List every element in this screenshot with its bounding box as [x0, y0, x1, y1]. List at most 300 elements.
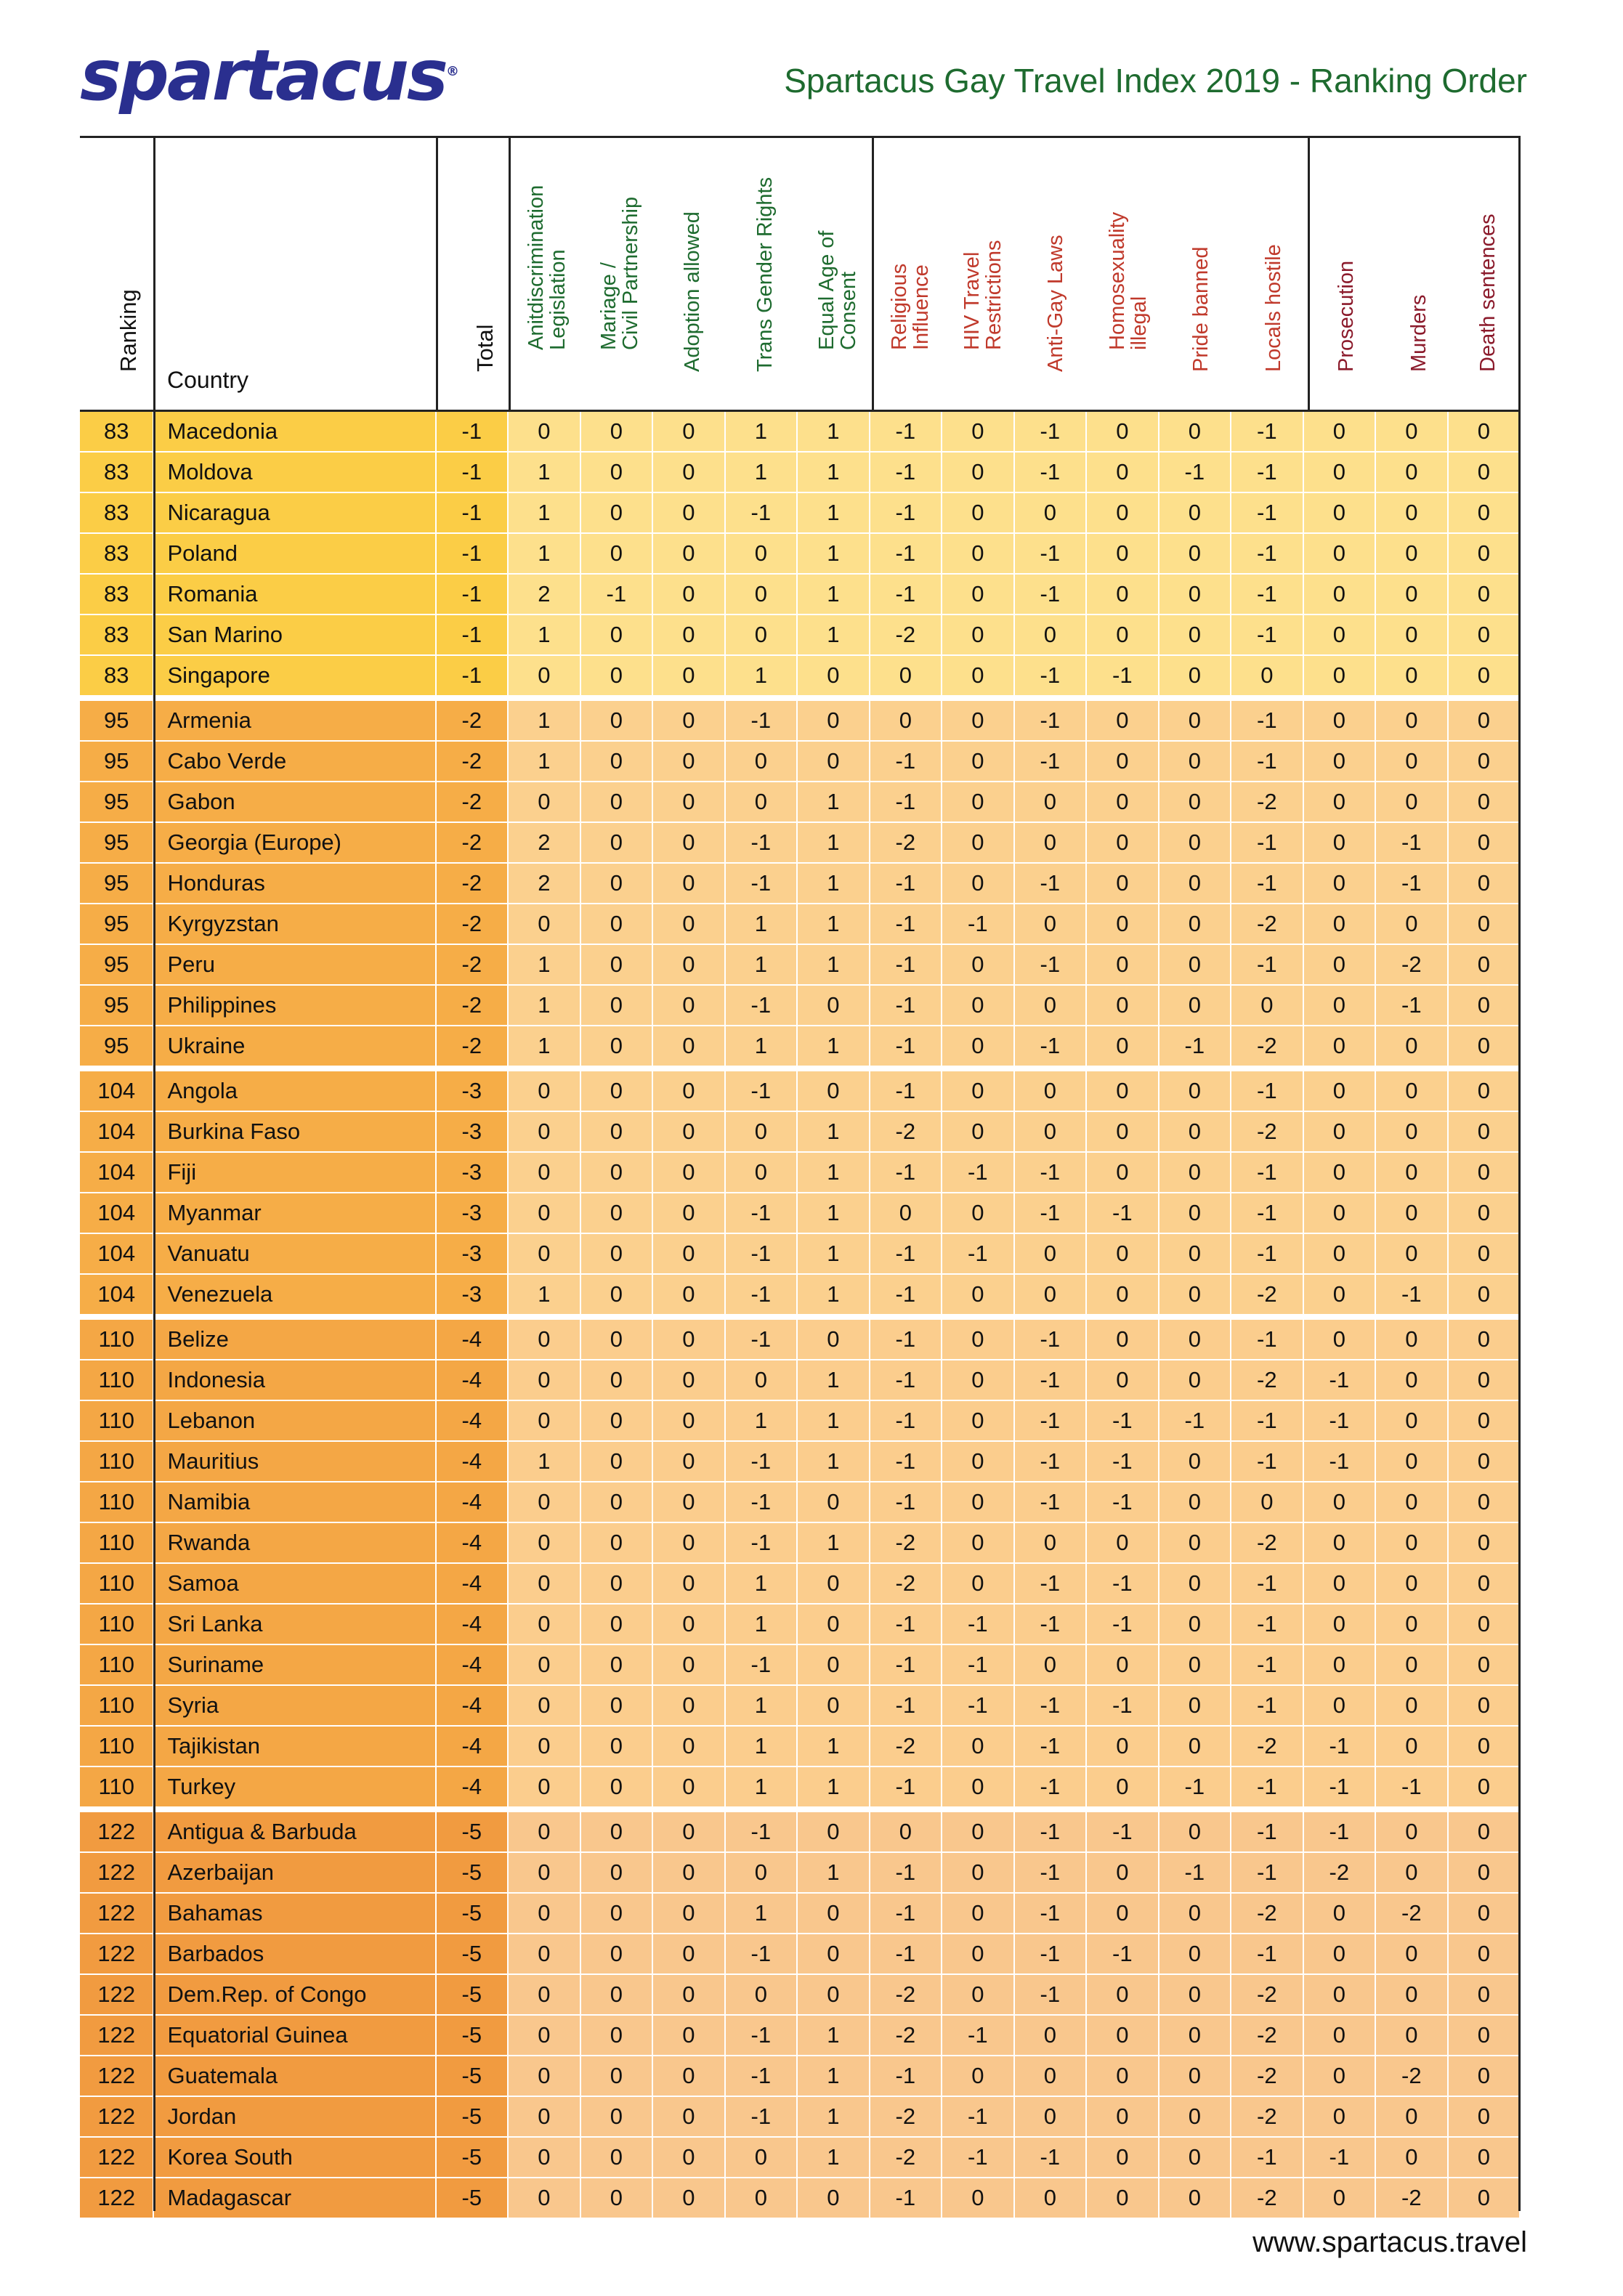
score-cell: 0: [1087, 782, 1159, 823]
total-cell: -2: [437, 1026, 509, 1067]
score-cell: 0: [509, 412, 581, 453]
score-cell: 0: [942, 782, 1015, 823]
score-cell: 1: [726, 945, 798, 986]
score-cell: 0: [1087, 493, 1159, 534]
score-cell: 0: [798, 1686, 870, 1727]
score-cell: -1: [870, 1360, 943, 1401]
score-cell: 0: [1376, 1153, 1449, 1193]
score-cell: 0: [1015, 1234, 1088, 1275]
total-cell: -1: [437, 656, 509, 697]
score-cell: 0: [1449, 864, 1521, 904]
rank-cell: 110: [80, 1482, 154, 1523]
score-cell: 0: [1159, 742, 1232, 782]
score-cell: -1: [1231, 701, 1304, 742]
score-cell: 0: [509, 782, 581, 823]
score-cell: 1: [726, 1026, 798, 1067]
score-cell: 0: [581, 453, 654, 493]
score-cell: 1: [798, 1442, 870, 1482]
score-cell: 0: [942, 1112, 1015, 1153]
score-cell: 0: [1449, 534, 1521, 575]
table-row: [80, 742, 1521, 782]
score-cell: 1: [726, 1767, 798, 1808]
score-cell: 0: [1087, 412, 1159, 453]
score-cell: 0: [1304, 2056, 1377, 2097]
score-cell: -1: [870, 412, 943, 453]
table-row: [80, 1360, 1521, 1401]
score-cell: 0: [1087, 1275, 1159, 1315]
score-cell: 0: [942, 1360, 1015, 1401]
table-row: [80, 1975, 1521, 2016]
score-cell: 0: [581, 823, 654, 864]
score-cell: -1: [870, 493, 943, 534]
table-row: [80, 1482, 1521, 1523]
score-cell: 0: [653, 1564, 726, 1605]
country-cell: Ukraine: [154, 1026, 436, 1067]
score-cell: 0: [653, 1071, 726, 1112]
score-cell: -1: [1231, 742, 1304, 782]
header-murders: Murders: [1407, 294, 1430, 372]
score-cell: 0: [1449, 1686, 1521, 1727]
total-cell: -3: [437, 1275, 509, 1315]
score-cell: 1: [798, 945, 870, 986]
score-cell: -1: [1015, 1975, 1088, 2016]
score-cell: 0: [581, 2178, 654, 2219]
score-cell: 0: [726, 575, 798, 615]
country-cell: Turkey: [154, 1767, 436, 1808]
score-cell: 0: [1159, 1071, 1232, 1112]
score-cell: 0: [1449, 575, 1521, 615]
score-cell: 0: [653, 701, 726, 742]
table-row: [80, 823, 1521, 864]
score-cell: -1: [1015, 1605, 1088, 1645]
score-cell: 0: [1304, 1975, 1377, 2016]
score-cell: 0: [1376, 1564, 1449, 1605]
score-cell: 0: [798, 1071, 870, 1112]
country-cell: Singapore: [154, 656, 436, 697]
footer-url[interactable]: www.spartacus.travel: [1252, 2226, 1527, 2258]
score-cell: 0: [1159, 986, 1232, 1026]
score-cell: 0: [581, 1320, 654, 1360]
table-row: [80, 1153, 1521, 1193]
score-cell: -1: [1304, 1360, 1377, 1401]
score-cell: 0: [1449, 1934, 1521, 1975]
score-cell: -1: [1087, 1482, 1159, 1523]
score-cell: 0: [509, 1234, 581, 1275]
spartacus-logo: spartacus®: [80, 35, 460, 116]
score-cell: 1: [798, 1193, 870, 1234]
score-cell: 0: [653, 2016, 726, 2056]
score-cell: 1: [798, 782, 870, 823]
score-cell: 0: [581, 1975, 654, 2016]
score-cell: 0: [1376, 2097, 1449, 2138]
score-cell: -2: [870, 1727, 943, 1767]
country-cell: Guatemala: [154, 2056, 436, 2097]
score-cell: -1: [726, 1482, 798, 1523]
score-cell: 0: [581, 493, 654, 534]
score-cell: -1: [1159, 1401, 1232, 1442]
score-cell: 1: [798, 1853, 870, 1894]
total-cell: -2: [437, 986, 509, 1026]
score-cell: -1: [1087, 1442, 1159, 1482]
score-cell: 0: [1087, 823, 1159, 864]
score-cell: 0: [1376, 1320, 1449, 1360]
score-cell: 1: [798, 453, 870, 493]
score-cell: 0: [1304, 742, 1377, 782]
table-row: [80, 782, 1521, 823]
rank-cell: 83: [80, 615, 154, 656]
score-cell: 0: [653, 412, 726, 453]
score-cell: 1: [798, 1727, 870, 1767]
score-cell: 0: [798, 1320, 870, 1360]
score-cell: -1: [870, 1605, 943, 1645]
score-cell: 1: [798, 575, 870, 615]
score-cell: -1: [870, 1071, 943, 1112]
score-cell: 0: [1304, 1275, 1377, 1315]
score-cell: -1: [1015, 1686, 1088, 1727]
score-cell: 0: [1087, 2016, 1159, 2056]
score-cell: -1: [942, 1153, 1015, 1193]
rank-cell: 95: [80, 986, 154, 1026]
score-cell: 0: [1304, 1193, 1377, 1234]
score-cell: -1: [942, 1686, 1015, 1727]
score-cell: 0: [942, 823, 1015, 864]
score-cell: 0: [798, 742, 870, 782]
total-cell: -1: [437, 615, 509, 656]
score-cell: 0: [798, 656, 870, 697]
score-cell: -1: [870, 2056, 943, 2097]
table-row: [80, 1934, 1521, 1975]
rank-group: [80, 701, 1521, 1067]
rank-cell: 122: [80, 2138, 154, 2178]
score-cell: 0: [1304, 412, 1377, 453]
score-cell: 0: [581, 1193, 654, 1234]
score-cell: -2: [1231, 1727, 1304, 1767]
score-cell: 0: [581, 1112, 654, 1153]
score-cell: 0: [1087, 864, 1159, 904]
score-cell: 0: [581, 701, 654, 742]
rank-group: [80, 1812, 1521, 2219]
score-cell: 0: [581, 1812, 654, 1853]
score-cell: 1: [798, 1275, 870, 1315]
score-cell: 0: [798, 1605, 870, 1645]
score-cell: 0: [1015, 1112, 1088, 1153]
total-cell: -2: [437, 701, 509, 742]
score-cell: -1: [1015, 1320, 1088, 1360]
header-ranking: Ranking: [115, 289, 141, 372]
score-cell: 0: [1449, 1112, 1521, 1153]
country-cell: Venezuela: [154, 1275, 436, 1315]
page-title: Spartacus Gay Travel Index 2019 - Ranking Order: [784, 62, 1527, 100]
score-cell: 0: [870, 1193, 943, 1234]
score-cell: -1: [942, 2097, 1015, 2138]
score-cell: 0: [1015, 823, 1088, 864]
header-religious: Religious Influence: [888, 263, 933, 350]
score-cell: -2: [870, 615, 943, 656]
total-cell: -4: [437, 1564, 509, 1605]
country-cell: Rwanda: [154, 1523, 436, 1564]
table-row: [80, 656, 1521, 697]
score-cell: 0: [581, 615, 654, 656]
score-cell: 0: [1449, 782, 1521, 823]
divider: [872, 136, 874, 410]
score-cell: -1: [1087, 1686, 1159, 1727]
score-cell: 0: [1159, 2097, 1232, 2138]
score-cell: -1: [1231, 1853, 1304, 1894]
score-cell: 0: [1087, 2178, 1159, 2219]
total-cell: -4: [437, 1645, 509, 1686]
score-cell: 1: [798, 1112, 870, 1153]
score-cell: 0: [942, 742, 1015, 782]
score-cell: -1: [1015, 1026, 1088, 1067]
score-cell: 0: [653, 864, 726, 904]
score-cell: 0: [1449, 1442, 1521, 1482]
score-cell: -1: [1015, 2138, 1088, 2178]
score-cell: 0: [1449, 1026, 1521, 1067]
score-cell: -1: [870, 2178, 943, 2219]
country-cell: Suriname: [154, 1645, 436, 1686]
score-cell: 0: [1015, 1071, 1088, 1112]
rank-cell: 110: [80, 1442, 154, 1482]
score-cell: 0: [509, 1812, 581, 1853]
score-cell: 0: [798, 1894, 870, 1934]
table-row: [80, 1442, 1521, 1482]
score-cell: 0: [653, 2097, 726, 2138]
score-cell: 1: [726, 1894, 798, 1934]
score-cell: -1: [942, 2016, 1015, 2056]
score-cell: -1: [870, 904, 943, 945]
score-cell: 0: [509, 2097, 581, 2138]
score-cell: -1: [1015, 864, 1088, 904]
score-cell: -1: [870, 1026, 943, 1067]
score-cell: 0: [581, 1894, 654, 1934]
score-cell: 0: [942, 1442, 1015, 1482]
country-cell: Myanmar: [154, 1193, 436, 1234]
score-cell: 1: [509, 493, 581, 534]
score-cell: 0: [1304, 1320, 1377, 1360]
score-cell: -1: [1231, 1320, 1304, 1360]
score-cell: 0: [1449, 1853, 1521, 1894]
score-cell: 0: [1376, 1727, 1449, 1767]
rank-cell: 95: [80, 864, 154, 904]
rank-cell: 95: [80, 823, 154, 864]
table-row: [80, 1767, 1521, 1808]
score-cell: -2: [870, 1523, 943, 1564]
score-cell: 0: [581, 1767, 654, 1808]
score-cell: 0: [1159, 701, 1232, 742]
score-cell: 1: [726, 1686, 798, 1727]
header-prosecution: Prosecution: [1335, 260, 1358, 372]
score-cell: -2: [1231, 904, 1304, 945]
score-cell: -1: [1159, 1853, 1232, 1894]
score-cell: 0: [581, 1482, 654, 1523]
score-cell: -1: [1376, 864, 1449, 904]
score-cell: 0: [653, 1275, 726, 1315]
score-cell: 0: [1449, 2016, 1521, 2056]
score-cell: -1: [1159, 453, 1232, 493]
score-cell: 0: [1087, 2097, 1159, 2138]
total-cell: -5: [437, 2138, 509, 2178]
score-cell: -1: [726, 823, 798, 864]
score-cell: 0: [726, 534, 798, 575]
score-cell: -1: [726, 1442, 798, 1482]
score-cell: -1: [1231, 534, 1304, 575]
score-cell: -2: [1231, 2056, 1304, 2097]
table-row: [80, 493, 1521, 534]
score-cell: 0: [1087, 701, 1159, 742]
rank-cell: 104: [80, 1193, 154, 1234]
score-cell: 1: [726, 1605, 798, 1645]
score-cell: -1: [1231, 453, 1304, 493]
score-cell: 0: [1159, 1320, 1232, 1360]
score-cell: 0: [1304, 1112, 1377, 1153]
score-cell: -1: [726, 1523, 798, 1564]
score-cell: 0: [581, 1401, 654, 1442]
header-trans-gender: Trans Gender Rights: [753, 177, 777, 372]
score-cell: 1: [509, 615, 581, 656]
score-cell: 1: [798, 904, 870, 945]
score-cell: 0: [726, 615, 798, 656]
score-cell: 0: [653, 1320, 726, 1360]
score-cell: 0: [1449, 904, 1521, 945]
score-cell: 0: [1449, 1071, 1521, 1112]
country-cell: Honduras: [154, 864, 436, 904]
score-cell: 0: [942, 615, 1015, 656]
score-cell: 0: [581, 1934, 654, 1975]
score-cell: 0: [1159, 1482, 1232, 1523]
score-cell: 0: [653, 615, 726, 656]
score-cell: 0: [726, 1975, 798, 2016]
score-cell: 0: [1159, 1275, 1232, 1315]
score-cell: 0: [1376, 1605, 1449, 1645]
score-cell: 0: [1087, 1853, 1159, 1894]
country-cell: Belize: [154, 1320, 436, 1360]
score-cell: 0: [1087, 1727, 1159, 1767]
score-cell: -1: [1015, 1934, 1088, 1975]
score-cell: 0: [1159, 1523, 1232, 1564]
score-cell: 0: [1376, 1442, 1449, 1482]
total-cell: -4: [437, 1686, 509, 1727]
score-cell: -1: [726, 2016, 798, 2056]
score-cell: 0: [1304, 534, 1377, 575]
score-cell: 0: [1015, 2016, 1088, 2056]
country-cell: Indonesia: [154, 1360, 436, 1401]
total-cell: -3: [437, 1193, 509, 1234]
total-cell: -1: [437, 453, 509, 493]
score-cell: 0: [1304, 1523, 1377, 1564]
score-cell: 0: [509, 1564, 581, 1605]
total-cell: -4: [437, 1767, 509, 1808]
rank-cell: 122: [80, 1812, 154, 1853]
score-cell: 0: [1449, 493, 1521, 534]
table-row: [80, 1112, 1521, 1153]
score-cell: 0: [581, 2138, 654, 2178]
score-cell: -1: [726, 1071, 798, 1112]
score-cell: -1: [1087, 656, 1159, 697]
country-cell: Azerbaijan: [154, 1853, 436, 1894]
rank-cell: 83: [80, 656, 154, 697]
score-cell: 0: [1087, 2056, 1159, 2097]
score-cell: 0: [1376, 1934, 1449, 1975]
score-cell: 1: [509, 1275, 581, 1315]
rank-cell: 122: [80, 1934, 154, 1975]
total-cell: -3: [437, 1234, 509, 1275]
score-cell: 0: [942, 534, 1015, 575]
score-cell: 0: [1087, 904, 1159, 945]
score-cell: 0: [1376, 493, 1449, 534]
score-cell: 0: [509, 1645, 581, 1686]
score-cell: 0: [1015, 2097, 1088, 2138]
score-cell: 0: [942, 945, 1015, 986]
score-cell: 1: [798, 1360, 870, 1401]
score-cell: 0: [1304, 1482, 1377, 1523]
score-cell: 0: [942, 1320, 1015, 1360]
score-cell: 0: [1304, 1605, 1377, 1645]
score-cell: 0: [1304, 1153, 1377, 1193]
header-antidiscrimination: Anitdiscrimination Legislation: [525, 184, 570, 350]
score-cell: -1: [1087, 1564, 1159, 1605]
score-cell: 0: [1376, 575, 1449, 615]
score-cell: 1: [509, 1442, 581, 1482]
score-cell: 0: [1304, 782, 1377, 823]
country-cell: Romania: [154, 575, 436, 615]
score-cell: 0: [798, 1564, 870, 1605]
score-cell: -1: [1159, 1767, 1232, 1808]
table-row: [80, 1605, 1521, 1645]
total-cell: -3: [437, 1071, 509, 1112]
score-cell: 0: [1015, 2056, 1088, 2097]
score-cell: 0: [1449, 453, 1521, 493]
score-cell: 0: [1449, 701, 1521, 742]
score-cell: -1: [726, 1320, 798, 1360]
score-cell: 0: [1376, 1234, 1449, 1275]
country-cell: Antigua & Barbuda: [154, 1812, 436, 1853]
rank-cell: 104: [80, 1112, 154, 1153]
score-cell: 0: [509, 2178, 581, 2219]
divider: [509, 136, 511, 410]
score-cell: -1: [870, 1153, 943, 1193]
table-row: [80, 2138, 1521, 2178]
score-cell: -1: [870, 1853, 943, 1894]
score-cell: 0: [1231, 656, 1304, 697]
score-cell: 0: [1304, 1564, 1377, 1605]
total-cell: -1: [437, 493, 509, 534]
header-marriage: Mariage / Civil Partnership: [597, 196, 642, 350]
ranking-table: [80, 136, 1521, 2223]
country-cell: Poland: [154, 534, 436, 575]
country-cell: Burkina Faso: [154, 1112, 436, 1153]
country-cell: Equatorial Guinea: [154, 2016, 436, 2056]
score-cell: -1: [870, 575, 943, 615]
score-cell: 0: [581, 1275, 654, 1315]
divider: [436, 136, 438, 410]
score-cell: 0: [1087, 1767, 1159, 1808]
score-cell: -1: [726, 1193, 798, 1234]
score-cell: -1: [726, 2097, 798, 2138]
total-cell: -4: [437, 1605, 509, 1645]
country-cell: Nicaragua: [154, 493, 436, 534]
rank-cell: 104: [80, 1275, 154, 1315]
total-cell: -4: [437, 1401, 509, 1442]
score-cell: 0: [653, 1686, 726, 1727]
score-cell: -1: [726, 1275, 798, 1315]
score-cell: -2: [1231, 1894, 1304, 1934]
rank-cell: 110: [80, 1523, 154, 1564]
table-row: [80, 1523, 1521, 1564]
score-cell: 0: [509, 1975, 581, 2016]
score-cell: -2: [1231, 2178, 1304, 2219]
rank-cell: 110: [80, 1767, 154, 1808]
score-cell: 0: [942, 656, 1015, 697]
